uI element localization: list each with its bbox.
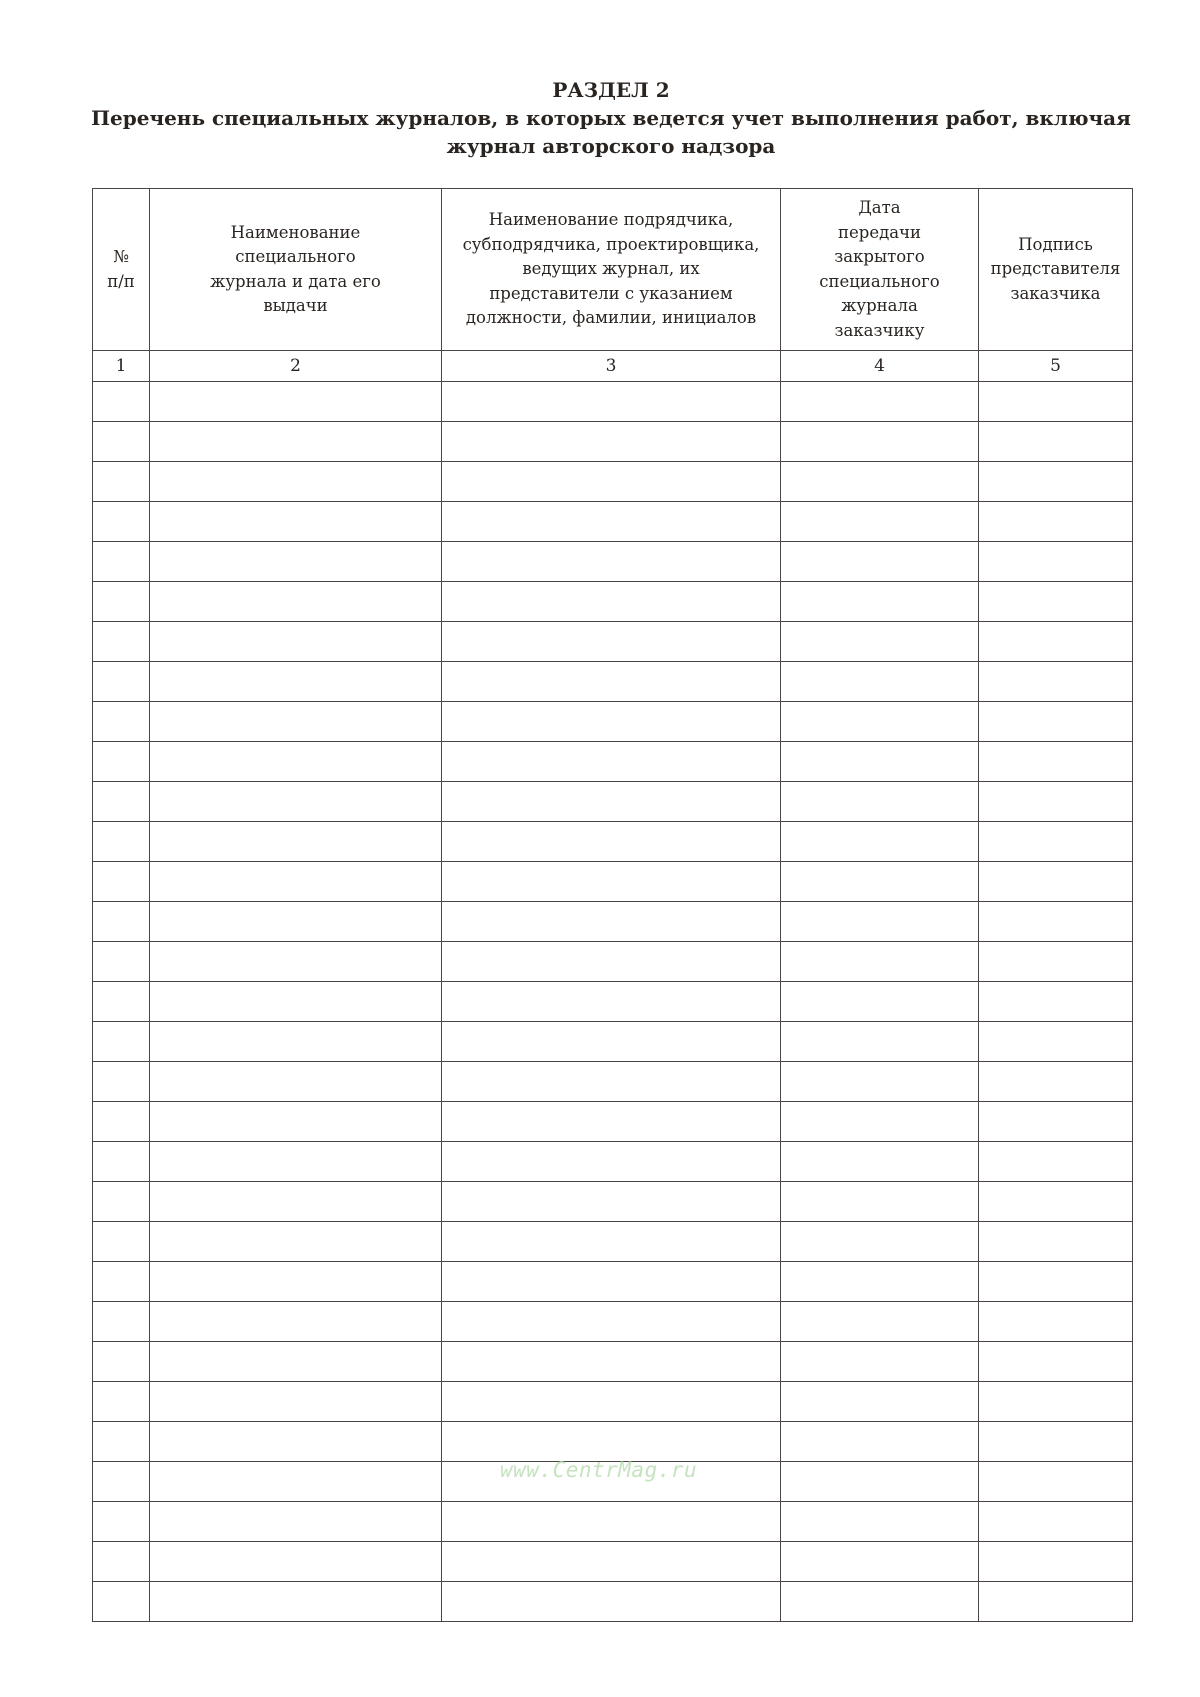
table-row	[93, 542, 1133, 582]
table-cell[interactable]	[781, 822, 979, 862]
table-cell[interactable]	[93, 1102, 150, 1142]
table-cell[interactable]	[93, 1262, 150, 1302]
table-cell[interactable]	[442, 782, 781, 822]
table-cell[interactable]	[150, 1302, 442, 1342]
table-cell[interactable]	[150, 1342, 442, 1382]
table-row	[93, 1022, 1133, 1062]
table-cell[interactable]	[93, 742, 150, 782]
table-cell[interactable]	[442, 1582, 781, 1622]
table-cell[interactable]	[781, 702, 979, 742]
watermark: www.CentrMag.ru	[500, 1458, 698, 1482]
table-cell[interactable]	[781, 1182, 979, 1222]
table-cell[interactable]	[781, 902, 979, 942]
table-cell[interactable]	[442, 542, 781, 582]
table-cell[interactable]	[93, 1062, 150, 1102]
table-cell[interactable]	[93, 822, 150, 862]
table-row	[93, 822, 1133, 862]
table-row	[93, 422, 1133, 462]
table-cell[interactable]	[979, 742, 1133, 782]
table-cell[interactable]	[979, 702, 1133, 742]
table-cell[interactable]	[781, 1262, 979, 1302]
table-cell[interactable]	[93, 422, 150, 462]
table-cell[interactable]	[781, 1582, 979, 1622]
table-cell[interactable]	[150, 382, 442, 422]
table-cell[interactable]	[93, 1382, 150, 1422]
table-row	[93, 582, 1133, 622]
table-cell[interactable]	[93, 1342, 150, 1382]
table-cell[interactable]	[442, 1142, 781, 1182]
table-cell[interactable]	[150, 582, 442, 622]
table-cell[interactable]	[442, 422, 781, 462]
table-cell[interactable]	[442, 502, 781, 542]
table-cell[interactable]	[442, 462, 781, 502]
table-row	[93, 942, 1133, 982]
table-cell[interactable]	[150, 662, 442, 702]
table-cell[interactable]	[150, 1542, 442, 1582]
table-cell[interactable]	[150, 822, 442, 862]
journals-table	[92, 188, 1133, 1622]
table-row	[93, 1542, 1133, 1582]
table-cell[interactable]	[93, 942, 150, 982]
table-row	[93, 1342, 1133, 1382]
table-cell[interactable]	[781, 1102, 979, 1142]
table-cell[interactable]	[979, 1262, 1133, 1302]
table-cell[interactable]	[979, 582, 1133, 622]
table-cell[interactable]	[979, 422, 1133, 462]
table-cell[interactable]	[150, 1462, 442, 1502]
table-row	[93, 662, 1133, 702]
table-cell[interactable]	[781, 982, 979, 1022]
table-row	[93, 1582, 1133, 1622]
table-cell[interactable]	[150, 502, 442, 542]
table-cell[interactable]	[979, 982, 1133, 1022]
table-cell[interactable]	[979, 1142, 1133, 1182]
table-cell[interactable]	[93, 582, 150, 622]
table-cell[interactable]	[781, 462, 979, 502]
table-cell[interactable]	[93, 1462, 150, 1502]
table-cell[interactable]	[979, 1342, 1133, 1382]
table-cell[interactable]	[442, 1102, 781, 1142]
table-row	[93, 1422, 1133, 1462]
table-row	[93, 1262, 1133, 1302]
table-cell[interactable]	[979, 1182, 1133, 1222]
table-cell[interactable]	[150, 1262, 442, 1302]
table-row	[93, 1502, 1133, 1542]
table-row	[93, 782, 1133, 822]
column-number: 1	[93, 351, 150, 382]
table-cell[interactable]	[979, 1462, 1133, 1502]
table-cell[interactable]	[781, 1222, 979, 1262]
table-cell[interactable]	[442, 902, 781, 942]
table-cell[interactable]	[150, 742, 442, 782]
header-cell-journal-name: Наименование специального журнала и дата его выдачи	[150, 189, 442, 351]
table-row	[93, 862, 1133, 902]
table-cell[interactable]	[979, 782, 1133, 822]
table-row	[93, 1382, 1133, 1422]
table-cell[interactable]	[93, 542, 150, 582]
table-cell[interactable]	[442, 1382, 781, 1422]
table-cell[interactable]	[93, 862, 150, 902]
table-cell[interactable]	[781, 782, 979, 822]
table-cell[interactable]	[781, 1022, 979, 1062]
table-cell[interactable]	[150, 902, 442, 942]
table-cell[interactable]	[979, 1382, 1133, 1422]
table-cell[interactable]	[93, 1222, 150, 1262]
table-cell[interactable]	[150, 942, 442, 982]
document-header	[0, 76, 1200, 160]
table-row	[93, 502, 1133, 542]
table-cell[interactable]	[150, 1582, 442, 1622]
table-cell[interactable]	[442, 662, 781, 702]
table-cell[interactable]	[781, 1062, 979, 1102]
table-cell[interactable]	[150, 982, 442, 1022]
table-cell[interactable]	[442, 822, 781, 862]
table-cell[interactable]	[93, 782, 150, 822]
table-cell[interactable]	[781, 1342, 979, 1382]
table-cell[interactable]	[150, 462, 442, 502]
table-cell[interactable]	[781, 1462, 979, 1502]
table-cell[interactable]	[150, 1062, 442, 1102]
table-cell[interactable]	[93, 1022, 150, 1062]
table-row	[93, 1142, 1133, 1182]
table-cell[interactable]	[150, 1142, 442, 1182]
header-cell-signature: Подпись представителя заказчика	[979, 189, 1133, 351]
table-cell[interactable]	[442, 622, 781, 662]
table-cell[interactable]	[150, 862, 442, 902]
header-cell-transfer-date: Дата передачи закрытого специального журнала заказчику	[781, 189, 979, 351]
table-cell[interactable]	[93, 1182, 150, 1222]
table-cell[interactable]	[442, 1422, 781, 1462]
table-cell[interactable]	[979, 822, 1133, 862]
table-cell[interactable]	[979, 1502, 1133, 1542]
table-cell[interactable]	[442, 1062, 781, 1102]
table-cell[interactable]	[442, 982, 781, 1022]
table-cell[interactable]	[442, 1022, 781, 1062]
table-row	[93, 1102, 1133, 1142]
table-cell[interactable]	[442, 1182, 781, 1222]
table-cell[interactable]	[93, 1302, 150, 1342]
table-cell[interactable]	[979, 1422, 1133, 1462]
table-cell[interactable]	[979, 502, 1133, 542]
subtitle-line-2: журнал авторского надзора	[446, 134, 776, 158]
column-number: 2	[150, 351, 442, 382]
table-cell[interactable]	[442, 702, 781, 742]
table-row	[93, 742, 1133, 782]
table-row	[93, 382, 1133, 422]
table-cell[interactable]	[93, 622, 150, 662]
table-cell[interactable]	[979, 942, 1133, 982]
table-cell[interactable]	[781, 742, 979, 782]
table-cell[interactable]	[979, 862, 1133, 902]
table-cell[interactable]	[442, 742, 781, 782]
table-cell[interactable]	[781, 662, 979, 702]
table-cell[interactable]	[93, 1422, 150, 1462]
table-cell[interactable]	[93, 662, 150, 702]
table-cell[interactable]	[979, 462, 1133, 502]
table-cell[interactable]	[442, 942, 781, 982]
table-cell[interactable]	[442, 1222, 781, 1262]
table-cell[interactable]	[979, 622, 1133, 662]
table-row	[93, 462, 1133, 502]
table-cell[interactable]	[979, 1302, 1133, 1342]
table-cell[interactable]	[781, 1502, 979, 1542]
table-row	[93, 1182, 1133, 1222]
column-number: 4	[781, 351, 979, 382]
table-cell[interactable]	[979, 1102, 1133, 1142]
table-cell[interactable]	[979, 662, 1133, 702]
table-cell[interactable]	[150, 542, 442, 582]
table-row	[93, 982, 1133, 1022]
table-row	[93, 1062, 1133, 1102]
table-cell[interactable]	[150, 782, 442, 822]
table-cell[interactable]	[442, 862, 781, 902]
table-cell[interactable]	[150, 422, 442, 462]
table-cell[interactable]	[781, 1382, 979, 1422]
table-cell[interactable]	[442, 1262, 781, 1302]
column-numbers-row	[93, 351, 1133, 382]
table-cell[interactable]	[93, 382, 150, 422]
table-row	[93, 702, 1133, 742]
table-cell[interactable]	[150, 1102, 442, 1142]
table-cell[interactable]	[442, 1502, 781, 1542]
table-cell[interactable]	[93, 702, 150, 742]
table-cell[interactable]	[979, 382, 1133, 422]
table-cell[interactable]	[150, 1382, 442, 1422]
table-cell[interactable]	[150, 1502, 442, 1542]
table-cell[interactable]	[781, 382, 979, 422]
table-cell[interactable]	[781, 622, 979, 662]
table-cell[interactable]	[979, 542, 1133, 582]
table-cell[interactable]	[781, 1542, 979, 1582]
table-cell[interactable]	[93, 502, 150, 542]
table-cell[interactable]	[150, 1182, 442, 1222]
table-cell[interactable]	[442, 1542, 781, 1582]
header-cell-contractor: Наименование подрядчика, субподрядчика, проектировщика, ведущих журнал, их представители с указанием должности, фамилии, инициалов	[442, 189, 781, 351]
column-number: 5	[979, 351, 1133, 382]
table-cell[interactable]	[93, 982, 150, 1022]
table-row	[93, 902, 1133, 942]
table-cell[interactable]	[781, 542, 979, 582]
table-body	[93, 382, 1133, 1622]
table-cell[interactable]	[442, 382, 781, 422]
table-cell[interactable]	[93, 902, 150, 942]
table-cell[interactable]	[442, 1302, 781, 1342]
table-cell[interactable]	[781, 862, 979, 902]
table-header-row	[93, 189, 1133, 351]
table-cell[interactable]	[150, 622, 442, 662]
table-cell[interactable]	[93, 462, 150, 502]
table-cell[interactable]	[979, 1542, 1133, 1582]
table-cell[interactable]	[781, 1302, 979, 1342]
table-row	[93, 1302, 1133, 1342]
table-cell[interactable]	[979, 1022, 1133, 1062]
table-cell[interactable]	[93, 1542, 150, 1582]
table-cell[interactable]	[979, 1222, 1133, 1262]
table-cell[interactable]	[979, 1062, 1133, 1102]
column-number: 3	[442, 351, 781, 382]
table-cell[interactable]	[93, 1502, 150, 1542]
table-row	[93, 1222, 1133, 1262]
table-cell[interactable]	[150, 702, 442, 742]
table-cell[interactable]	[150, 1222, 442, 1262]
table-cell[interactable]	[781, 1422, 979, 1462]
table-cell[interactable]	[781, 422, 979, 462]
subtitle-line-1: Перечень специальных журналов, в которых ведется учет выполнения работ, включая	[91, 106, 1131, 130]
table-cell[interactable]	[979, 1582, 1133, 1622]
table-cell[interactable]	[781, 502, 979, 542]
section-title: РАЗДЕЛ 2	[552, 78, 670, 102]
table-cell[interactable]	[93, 1142, 150, 1182]
table-cell[interactable]	[781, 582, 979, 622]
table-cell[interactable]	[150, 1422, 442, 1462]
table-cell[interactable]	[93, 1582, 150, 1622]
table-cell[interactable]	[781, 942, 979, 982]
table-row	[93, 622, 1133, 662]
table-cell[interactable]	[781, 1142, 979, 1182]
header-cell-number: № п/п	[93, 189, 150, 351]
table-cell[interactable]	[150, 1022, 442, 1062]
table-cell[interactable]	[442, 1342, 781, 1382]
table-cell[interactable]	[442, 582, 781, 622]
table-cell[interactable]	[979, 902, 1133, 942]
